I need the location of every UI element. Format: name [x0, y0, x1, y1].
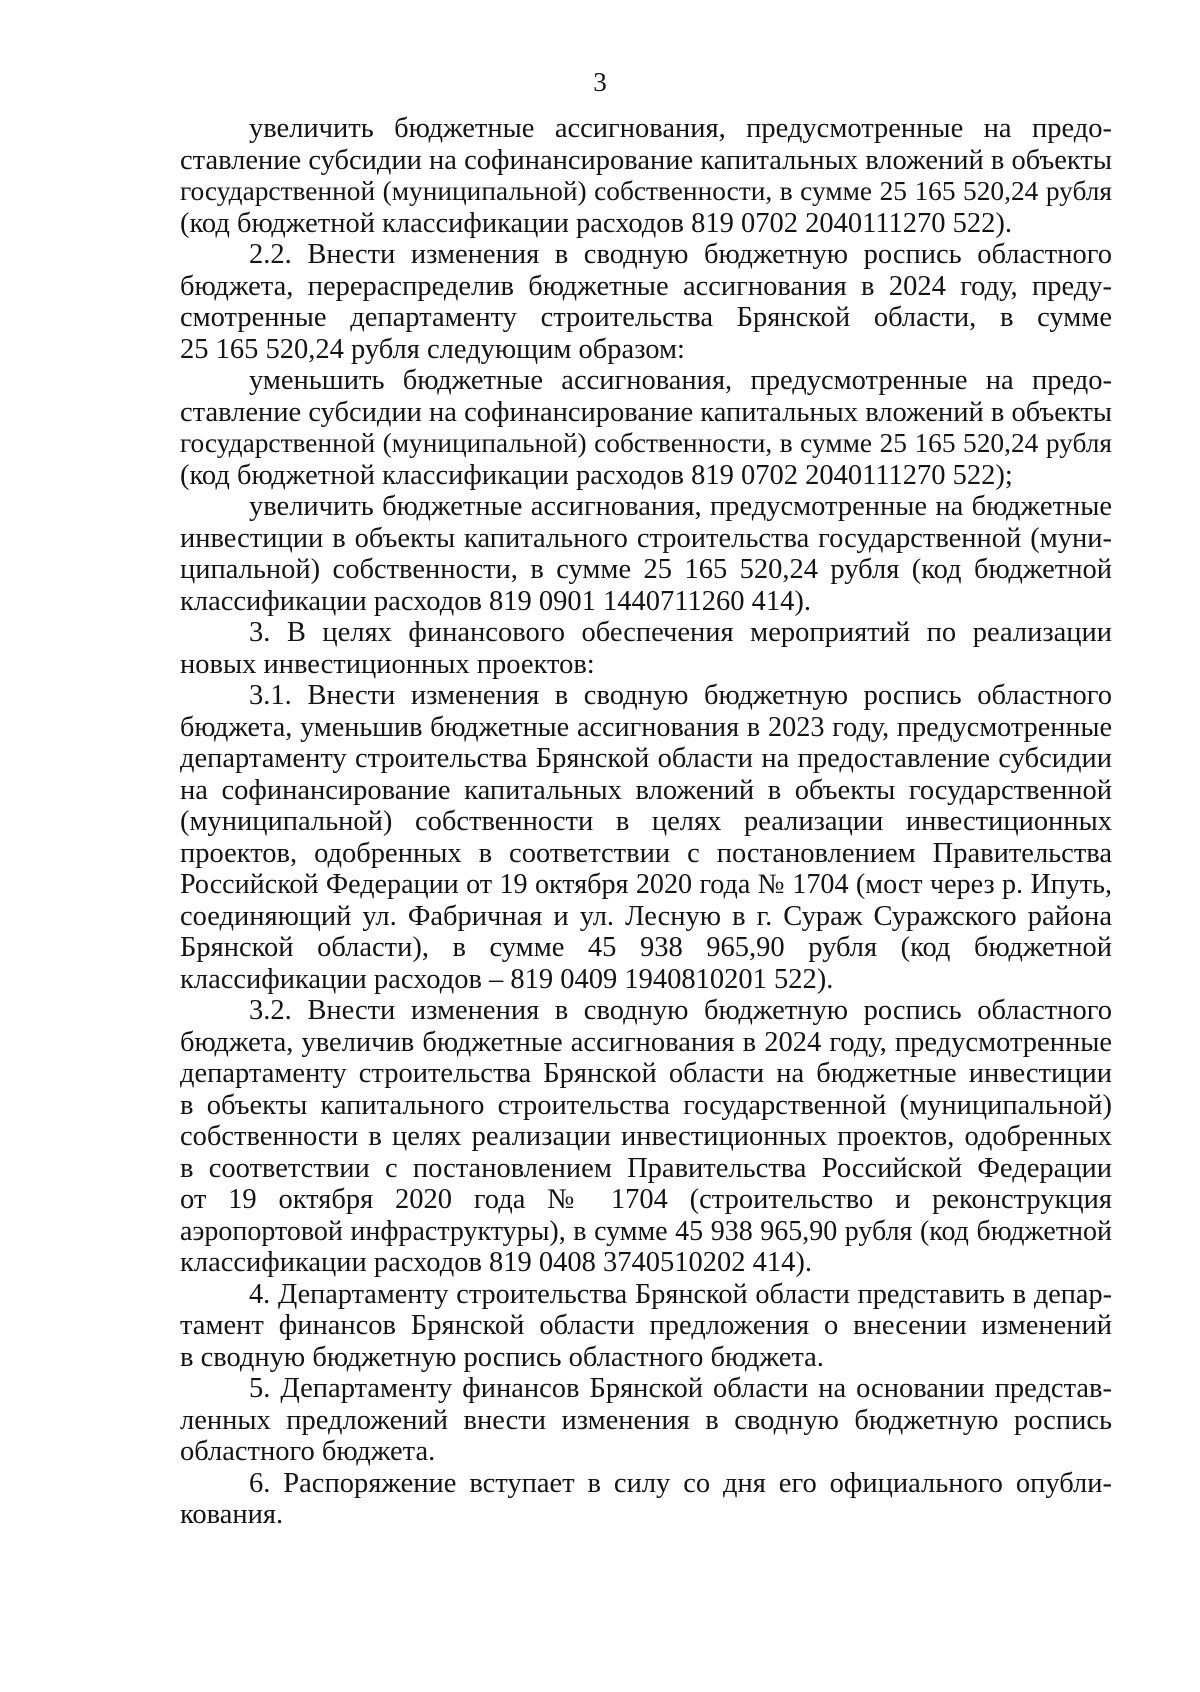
text-line: увеличить бюджетные ассигнования, предусмотренные на предо- [249, 113, 1112, 144]
text-line: от 19 октября 2020 года № 1704 (строительство и реконструкция [180, 1184, 1112, 1215]
text-line: 5. Департаменту финансов Брянской области на основании представ- [249, 1373, 1112, 1404]
paragraph-decrease-subsidy [180, 365, 1112, 491]
text-line: увеличить бюджетные ассигнования, предусмотренные на бюджетные [249, 491, 1112, 522]
paragraph-3-2 [180, 995, 1112, 1279]
text-line: департаменту строительства Брянской области на предоставление субсидии [180, 743, 1112, 774]
text-line: тамент финансов Брянской области предложения о внесении изменений [180, 1310, 1112, 1341]
text-line: соединяющий ул. Фабричная и ул. Лесную в г. Сураж Суражского района [180, 900, 1112, 932]
text-line: ставление субсидии на софинансирование капитальных вложений в объекты [180, 144, 1112, 176]
text-line: ставление субсидии на софинансирование капитальных вложений в объекты [180, 396, 1112, 428]
text-line: в соответствии с постановлением Правительства Российской Федерации [180, 1152, 1112, 1184]
text-line: областного бюджета. [180, 1436, 436, 1467]
text-line: ленных предложений внести изменения в сводную бюджетную роспись [180, 1404, 1112, 1436]
text-line: бюджета, уменьшив бюджетные ассигнования в 2023 году, предусмотренные [180, 711, 1112, 743]
page-number: 3 [593, 67, 607, 97]
text-line: (муниципальной) собственности в целях реализации инвестиционных [180, 806, 1112, 837]
text-line: 3.2. Внести изменения в сводную бюджетную роспись областного [249, 995, 1112, 1026]
text-line: бюджета, увеличив бюджетные ассигнования в 2024 году, предусмотренные [180, 1026, 1112, 1058]
text-line: государственной (муниципальной) собственности, в сумме 25 165 520,24 рубля [180, 428, 1112, 458]
text-line: классификации расходов 819 0408 3740510202 414). [180, 1247, 813, 1278]
text-line: проектов, одобренных в соответствии с постановлением Правительства [180, 837, 1112, 869]
text-line: (код бюджетной классификации расходов 819 0702 2040111270 522). [180, 207, 1012, 239]
paragraph-increase-investments [180, 491, 1112, 617]
paragraph-3 [180, 617, 1112, 680]
text-line: Брянской области), в сумме 45 938 965,90 рубля (код бюджетной [180, 932, 1112, 963]
text-line: в сводную бюджетную роспись областного бюджета. [180, 1341, 824, 1373]
text-line: 3. В целях финансового обеспечения мероприятий по реализации [249, 617, 1112, 648]
text-line: 2.2. Внести изменения в сводную бюджетную роспись областного [249, 239, 1112, 270]
text-line: (код бюджетной классификации расходов 819 0702 2040111270 522); [180, 459, 1013, 491]
text-line: департаменту строительства Брянской области на бюджетные инвестиции [180, 1058, 1112, 1089]
paragraph-6 [180, 1468, 1112, 1531]
text-line: смотренные департаменту строительства Брянской области, в сумме [180, 302, 1112, 333]
document-body [180, 113, 1112, 1531]
paragraph-2-2 [180, 239, 1112, 365]
text-line: уменьшить бюджетные ассигнования, предусмотренные на предо- [249, 365, 1112, 396]
paragraph-3-1 [180, 680, 1112, 995]
text-line: собственности в целях реализации инвестиционных проектов, одобренных [180, 1121, 1112, 1152]
paragraph-increase-subsidy [180, 113, 1112, 239]
paragraph-4 [180, 1279, 1112, 1374]
paragraph-5 [180, 1373, 1112, 1468]
text-line: государственной (муниципальной) собственности, в сумме 25 165 520,24 рубля [180, 176, 1112, 206]
text-line: ципальной) собственности, в сумме 25 165 520,24 рубля (код бюджетной [180, 554, 1112, 585]
text-line: 25 165 520,24 рубля следующим образом: [180, 333, 685, 365]
text-line: в объекты капитального строительства государственной (муниципальной) [180, 1089, 1112, 1121]
text-line: 3.1. Внести изменения в сводную бюджетную роспись областного [249, 680, 1112, 711]
text-line: новых инвестиционных проектов: [180, 648, 595, 680]
text-line: классификации расходов – 819 0409 1940810201 522). [180, 963, 834, 995]
text-line: классификации расходов 819 0901 1440711260 414). [180, 585, 811, 617]
text-line: бюджета, перераспределив бюджетные ассигнования в 2024 году, преду- [180, 270, 1112, 302]
text-line: инвестиции в объекты капитального строительства государственной (муни- [180, 522, 1112, 554]
text-line: Российской Федерации от 19 октября 2020 года № 1704 (мост через р. Ипуть, [180, 869, 1112, 900]
text-line: на софинансирование капитальных вложений в объекты государственной [180, 774, 1112, 806]
text-line: кования. [180, 1499, 284, 1530]
text-line: 6. Распоряжение вступает в силу со дня его официального опубли- [249, 1467, 1112, 1499]
text-line: 4. Департаменту строительства Брянской области представить в депар- [249, 1278, 1112, 1310]
text-line: аэропортовой инфраструктуры), в сумме 45 938 965,90 рубля (код бюджетной [180, 1215, 1112, 1247]
